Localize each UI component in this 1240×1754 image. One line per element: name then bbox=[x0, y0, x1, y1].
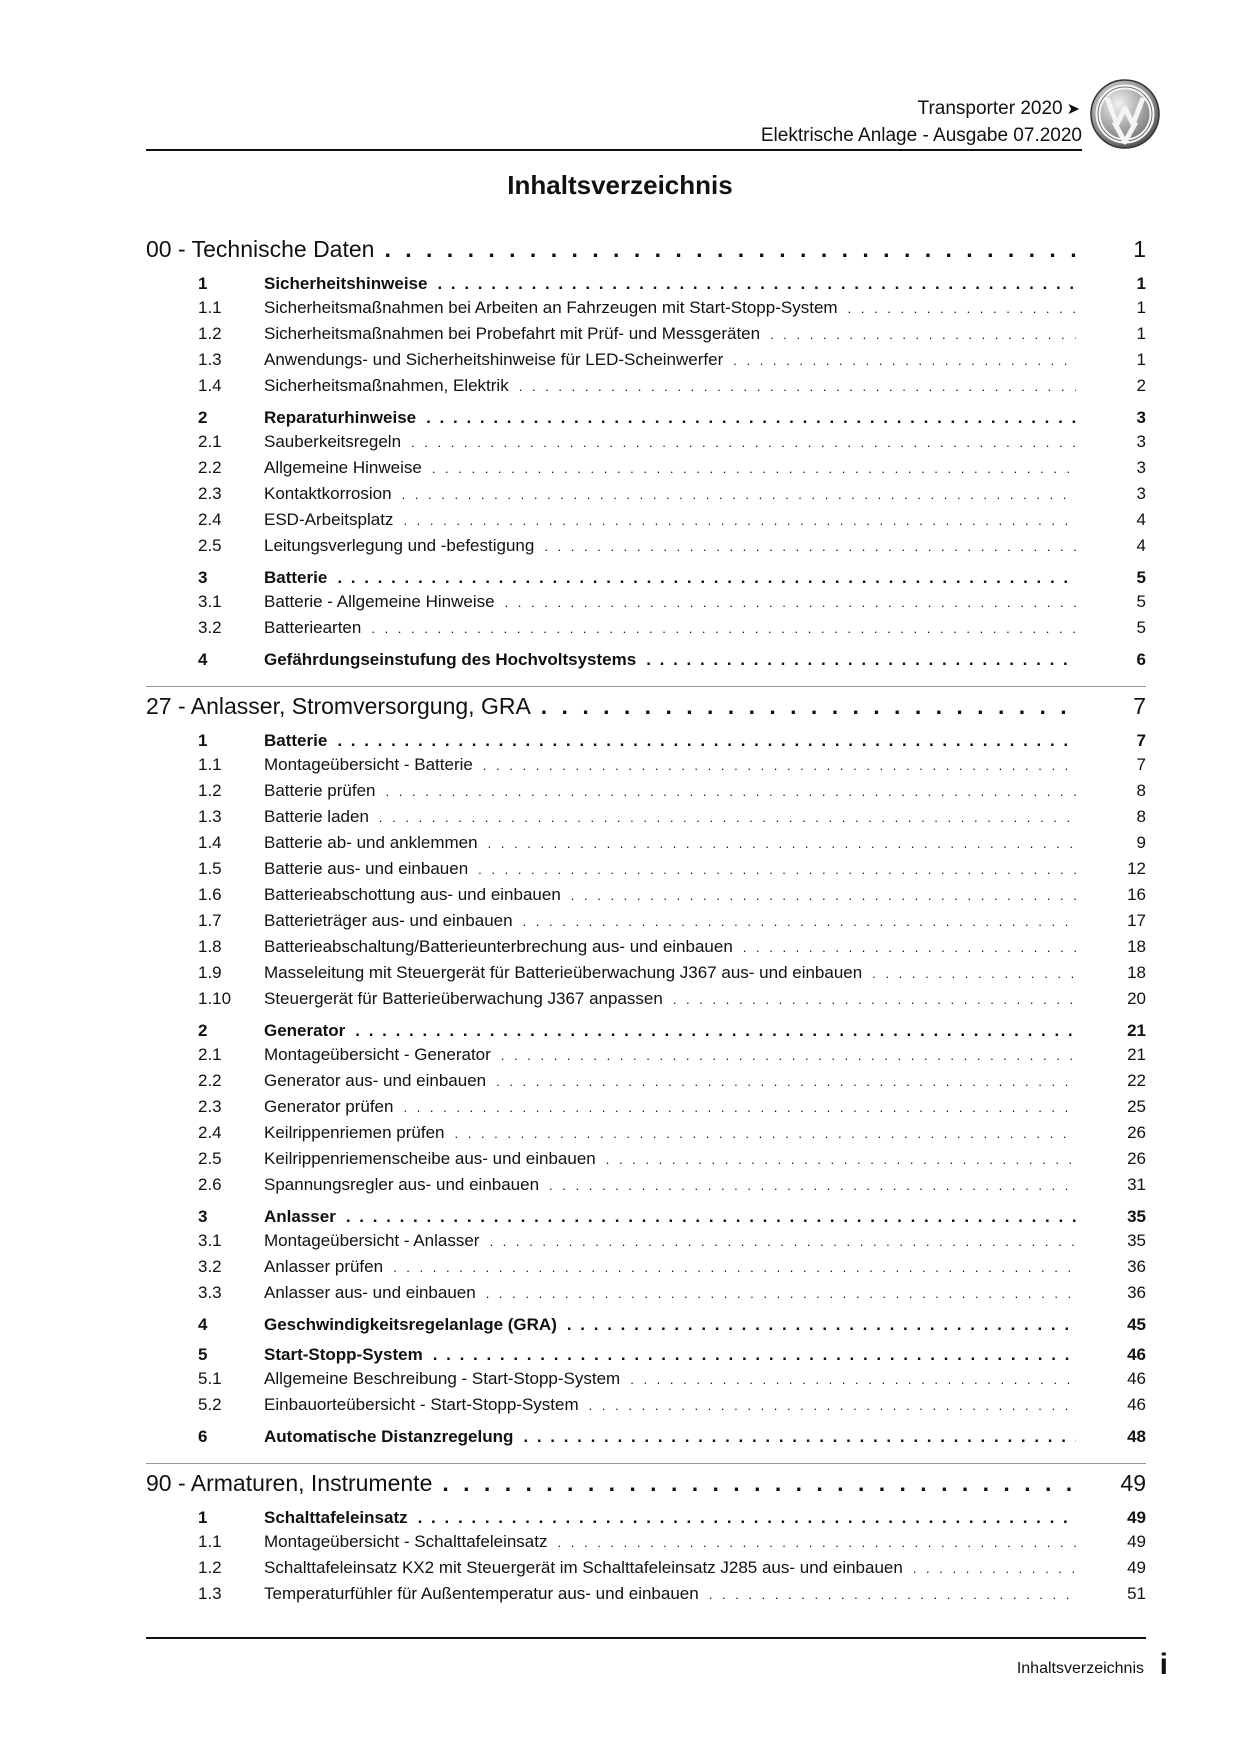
header-model-label: Transporter 2020 bbox=[917, 98, 1063, 119]
toc-sub-entry[interactable] bbox=[146, 376, 1146, 402]
toc-entry-number: 1 bbox=[198, 274, 208, 293]
toc-sub-entry[interactable] bbox=[146, 807, 1146, 833]
toc-entry-number: 2 bbox=[198, 1021, 208, 1040]
toc-entry-number: 1.3 bbox=[198, 807, 222, 826]
toc-entry-page: 31 bbox=[1076, 1175, 1146, 1195]
toc-leader-dots bbox=[426, 408, 1076, 428]
toc-entry-number: 1.7 bbox=[198, 911, 222, 930]
toc-section-entry[interactable] bbox=[146, 408, 1146, 432]
toc-sub-entry[interactable] bbox=[146, 963, 1146, 989]
toc-sub-entry[interactable] bbox=[146, 458, 1146, 484]
toc-entry-title: Generator bbox=[264, 1021, 355, 1041]
header-edition: Elektrische Anlage - Ausgabe 07.2020 bbox=[760, 125, 1082, 146]
toc-entry-page: 26 bbox=[1076, 1149, 1146, 1169]
toc-entry-title: Keilrippenriemenscheibe aus- und einbauen bbox=[264, 1149, 606, 1169]
toc-entry-page: 25 bbox=[1076, 1097, 1146, 1117]
toc-entry-title: 90 - Armaturen, Instrumente bbox=[146, 1470, 442, 1497]
toc-entry-page: 35 bbox=[1076, 1231, 1146, 1251]
toc-sub-entry[interactable] bbox=[146, 911, 1146, 937]
toc-entry-page: 17 bbox=[1076, 911, 1146, 931]
toc-leader-dots bbox=[411, 432, 1076, 452]
toc-entry-title: Montageübersicht - Anlasser bbox=[264, 1231, 489, 1251]
toc-entry-number: 1.1 bbox=[198, 755, 222, 774]
toc-leader-dots bbox=[523, 1427, 1076, 1447]
toc-section-entry[interactable] bbox=[146, 731, 1146, 755]
page-title: Inhaltsverzeichnis bbox=[507, 170, 733, 200]
toc-entry-number: 2.4 bbox=[198, 1123, 222, 1142]
toc-entry-number: 4 bbox=[198, 650, 208, 669]
toc-entry-number: 2.1 bbox=[198, 1045, 222, 1064]
toc-entry-page: 22 bbox=[1076, 1071, 1146, 1091]
footer-rule bbox=[146, 1637, 1146, 1639]
toc-leader-dots bbox=[549, 1175, 1076, 1195]
toc-entry-number: 1.3 bbox=[198, 350, 222, 369]
toc-entry-title: Montageübersicht - Batterie bbox=[264, 755, 483, 775]
toc-sub-entry[interactable] bbox=[146, 618, 1146, 644]
toc-entry-number: 1.5 bbox=[198, 859, 222, 878]
toc-entry-number: 2.2 bbox=[198, 458, 222, 477]
toc-entry-number: 5.2 bbox=[198, 1395, 222, 1414]
toc-entry-title: Masseleitung mit Steuergerät für Batterieüberwachung J367 aus- und einbauen bbox=[264, 963, 872, 983]
toc-leader-dots bbox=[872, 963, 1076, 983]
toc-leader-dots bbox=[558, 1532, 1077, 1552]
toc-entry-title: Generator aus- und einbauen bbox=[264, 1071, 496, 1091]
toc-entry-title: Generator prüfen bbox=[264, 1097, 403, 1117]
toc-entry-page: 2 bbox=[1076, 376, 1146, 396]
toc-sub-entry[interactable] bbox=[146, 755, 1146, 781]
toc-entry-number: 1.1 bbox=[198, 1532, 222, 1551]
header-model bbox=[761, 96, 1080, 123]
toc-section-entry[interactable] bbox=[146, 1508, 1146, 1532]
toc-leader-dots bbox=[501, 1045, 1076, 1065]
toc-entry-title: Allgemeine Beschreibung - Start-Stopp-System bbox=[264, 1369, 630, 1389]
toc-leader-dots bbox=[519, 376, 1076, 396]
toc-chapter-entry[interactable] bbox=[146, 236, 1146, 268]
toc-entry-number: 2 bbox=[198, 408, 208, 427]
toc-entry-number: 2.2 bbox=[198, 1071, 222, 1090]
toc-sub-entry[interactable] bbox=[146, 859, 1146, 885]
toc-entry-page: 12 bbox=[1076, 859, 1146, 879]
toc-entry-page: 1 bbox=[1076, 236, 1146, 263]
toc-sub-entry[interactable] bbox=[146, 1231, 1146, 1257]
toc-entry-page: 5 bbox=[1076, 592, 1146, 612]
toc-entry-page: 5 bbox=[1076, 618, 1146, 638]
toc-sub-entry[interactable] bbox=[146, 484, 1146, 510]
toc-entry-title: Allgemeine Hinweise bbox=[264, 458, 432, 478]
toc-entry-title: Automatische Distanzregelung bbox=[264, 1427, 523, 1447]
toc-sub-entry[interactable] bbox=[146, 1532, 1146, 1558]
toc-sub-entry[interactable] bbox=[146, 298, 1146, 324]
toc-entry-title: Batterie prüfen bbox=[264, 781, 386, 801]
toc-leader-dots bbox=[393, 1257, 1076, 1277]
toc-entry-title: ESD-Arbeitsplatz bbox=[264, 510, 403, 530]
toc-entry-page: 21 bbox=[1076, 1045, 1146, 1065]
toc-entry-title: Geschwindigkeitsregelanlage (GRA) bbox=[264, 1315, 567, 1335]
toc-entry-title: Sicherheitsmaßnahmen bei Probefahrt mit Prüf- und Messgeräten bbox=[264, 324, 770, 344]
toc-leader-dots bbox=[541, 693, 1076, 720]
toc-leader-dots bbox=[523, 911, 1076, 931]
toc-sub-entry[interactable] bbox=[146, 1283, 1146, 1309]
toc-sub-entry[interactable] bbox=[146, 989, 1146, 1015]
toc-leader-dots bbox=[913, 1558, 1076, 1578]
toc-entry-number: 3.3 bbox=[198, 1283, 222, 1302]
toc-sub-entry[interactable] bbox=[146, 432, 1146, 458]
toc-entry-page: 3 bbox=[1076, 484, 1146, 504]
toc-entry-title: Leitungsverlegung und -befestigung bbox=[264, 536, 544, 556]
toc-leader-dots bbox=[567, 1315, 1076, 1335]
toc-entry-title: Batterie - Allgemeine Hinweise bbox=[264, 592, 505, 612]
toc-entry-title: Batterie ab- und anklemmen bbox=[264, 833, 488, 853]
toc-leader-dots bbox=[489, 1231, 1076, 1251]
toc-sub-entry[interactable] bbox=[146, 937, 1146, 963]
toc-entry-number: 3.2 bbox=[198, 1257, 222, 1276]
toc-entry-page: 1 bbox=[1076, 298, 1146, 318]
toc-entry-number: 1.2 bbox=[198, 781, 222, 800]
toc-entry-page: 49 bbox=[1076, 1532, 1146, 1552]
toc-sub-entry[interactable] bbox=[146, 592, 1146, 618]
toc-sub-entry[interactable] bbox=[146, 1175, 1146, 1201]
toc-entry-page: 18 bbox=[1076, 963, 1146, 983]
toc-leader-dots bbox=[442, 1470, 1076, 1497]
toc-entry-page: 49 bbox=[1076, 1470, 1146, 1497]
toc-leader-dots bbox=[544, 536, 1076, 556]
table-of-contents bbox=[146, 236, 1146, 1610]
toc-entry-page: 4 bbox=[1076, 536, 1146, 556]
toc-entry-page: 16 bbox=[1076, 885, 1146, 905]
toc-sub-entry[interactable] bbox=[146, 1584, 1146, 1610]
toc-entry-number: 2.3 bbox=[198, 1097, 222, 1116]
toc-entry-title: Batterieträger aus- und einbauen bbox=[264, 911, 523, 931]
toc-entry-page: 18 bbox=[1076, 937, 1146, 957]
toc-section-entry[interactable] bbox=[146, 1427, 1146, 1451]
toc-entry-title: Anlasser prüfen bbox=[264, 1257, 393, 1277]
toc-leader-dots bbox=[455, 1123, 1077, 1143]
toc-entry-page: 1 bbox=[1076, 324, 1146, 344]
toc-entry-title: Montageübersicht - Generator bbox=[264, 1045, 501, 1065]
toc-entry-page: 20 bbox=[1076, 989, 1146, 1009]
toc-entry-page: 46 bbox=[1076, 1395, 1146, 1415]
toc-leader-dots bbox=[433, 1345, 1076, 1365]
toc-entry-title: Spannungsregler aus- und einbauen bbox=[264, 1175, 549, 1195]
toc-entry-title: Schalttafeleinsatz KX2 mit Steuergerät im Schalttafeleinsatz J285 aus- und einbauen bbox=[264, 1558, 913, 1578]
toc-sub-entry[interactable] bbox=[146, 350, 1146, 376]
toc-sub-entry[interactable] bbox=[146, 1071, 1146, 1097]
toc-entry-title: Batterie bbox=[264, 731, 337, 751]
toc-leader-dots bbox=[432, 458, 1076, 478]
toc-entry-title: Reparaturhinweise bbox=[264, 408, 426, 428]
toc-leader-dots bbox=[379, 807, 1076, 827]
toc-leader-dots bbox=[437, 274, 1076, 294]
toc-entry-title: Einbauorteübersicht - Start-Stopp-System bbox=[264, 1395, 589, 1415]
chapter-divider bbox=[146, 686, 1146, 687]
toc-entry-page: 46 bbox=[1076, 1369, 1146, 1389]
toc-entry-page: 46 bbox=[1076, 1345, 1146, 1365]
toc-leader-dots bbox=[709, 1584, 1076, 1604]
toc-leader-dots bbox=[346, 1207, 1076, 1227]
toc-entry-number: 1.9 bbox=[198, 963, 222, 982]
toc-entry-title: Anwendungs- und Sicherheitshinweise für LED-Scheinwerfer bbox=[264, 350, 733, 370]
toc-entry-page: 48 bbox=[1076, 1427, 1146, 1447]
toc-sub-entry[interactable] bbox=[146, 536, 1146, 562]
toc-entry-title: Sicherheitsmaßnahmen, Elektrik bbox=[264, 376, 519, 396]
toc-entry-title: Sauberkeitsregeln bbox=[264, 432, 411, 452]
toc-entry-page: 1 bbox=[1076, 350, 1146, 370]
toc-entry-number: 1.6 bbox=[198, 885, 222, 904]
toc-entry-title: Kontaktkorrosion bbox=[264, 484, 402, 504]
toc-leader-dots bbox=[486, 1283, 1076, 1303]
toc-entry-page: 49 bbox=[1076, 1558, 1146, 1578]
toc-entry-page: 8 bbox=[1076, 807, 1146, 827]
toc-leader-dots bbox=[337, 568, 1076, 588]
toc-entry-title: Steuergerät für Batterieüberwachung J367 anpassen bbox=[264, 989, 673, 1009]
toc-entry-number: 2.4 bbox=[198, 510, 222, 529]
toc-entry-number: 1.8 bbox=[198, 937, 222, 956]
toc-entry-page: 3 bbox=[1076, 408, 1146, 428]
toc-entry-page: 3 bbox=[1076, 458, 1146, 478]
toc-section-entry[interactable] bbox=[146, 1207, 1146, 1231]
toc-section-entry[interactable] bbox=[146, 1315, 1146, 1339]
toc-entry-number: 3.2 bbox=[198, 618, 222, 637]
toc-entry-number: 2.5 bbox=[198, 536, 222, 555]
toc-leader-dots bbox=[403, 1097, 1076, 1117]
toc-entry-number: 5 bbox=[198, 1345, 208, 1364]
toc-leader-dots bbox=[488, 833, 1076, 853]
toc-entry-title: Sicherheitshinweise bbox=[264, 274, 437, 294]
toc-leader-dots bbox=[386, 781, 1076, 801]
toc-entry-number: 3.1 bbox=[198, 1231, 222, 1250]
toc-leader-dots bbox=[770, 324, 1076, 344]
toc-leader-dots bbox=[571, 885, 1076, 905]
toc-section-entry[interactable] bbox=[146, 568, 1146, 592]
toc-entry-page: 8 bbox=[1076, 781, 1146, 801]
toc-sub-entry[interactable] bbox=[146, 1123, 1146, 1149]
toc-leader-dots bbox=[355, 1021, 1076, 1041]
toc-entry-number: 1 bbox=[198, 731, 208, 750]
toc-leader-dots bbox=[673, 989, 1076, 1009]
toc-sub-entry[interactable] bbox=[146, 1149, 1146, 1175]
toc-leader-dots bbox=[733, 350, 1076, 370]
toc-entry-title: Start-Stopp-System bbox=[264, 1345, 433, 1365]
toc-leader-dots bbox=[483, 755, 1076, 775]
toc-leader-dots bbox=[743, 937, 1076, 957]
toc-leader-dots bbox=[478, 859, 1076, 879]
toc-entry-number: 2.3 bbox=[198, 484, 222, 503]
toc-leader-dots bbox=[589, 1395, 1076, 1415]
toc-entry-page: 7 bbox=[1076, 693, 1146, 720]
toc-leader-dots bbox=[606, 1149, 1076, 1169]
toc-entry-number: 1.4 bbox=[198, 376, 222, 395]
toc-entry-title: 00 - Technische Daten bbox=[146, 236, 384, 263]
toc-sub-entry[interactable] bbox=[146, 885, 1146, 911]
header-rule bbox=[146, 149, 1082, 151]
toc-entry-number: 1.2 bbox=[198, 1558, 222, 1577]
toc-entry-number: 2.6 bbox=[198, 1175, 222, 1194]
toc-leader-dots bbox=[384, 236, 1076, 263]
toc-entry-page: 21 bbox=[1076, 1021, 1146, 1041]
toc-sub-entry[interactable] bbox=[146, 833, 1146, 859]
footer-page-number: i bbox=[1159, 1648, 1168, 1681]
toc-entry-title: Montageübersicht - Schalttafeleinsatz bbox=[264, 1532, 558, 1552]
toc-entry-page: 6 bbox=[1076, 650, 1146, 670]
toc-leader-dots bbox=[630, 1369, 1076, 1389]
toc-entry-number: 4 bbox=[198, 1315, 208, 1334]
toc-leader-dots bbox=[848, 298, 1076, 318]
toc-chapter-entry[interactable] bbox=[146, 693, 1146, 725]
toc-section-entry[interactable] bbox=[146, 1021, 1146, 1045]
toc-entry-page: 3 bbox=[1076, 432, 1146, 452]
toc-entry-title: Batteriearten bbox=[264, 618, 371, 638]
toc-entry-page: 26 bbox=[1076, 1123, 1146, 1143]
header-text bbox=[761, 96, 1082, 149]
toc-entry-page: 4 bbox=[1076, 510, 1146, 530]
toc-sub-entry[interactable] bbox=[146, 1395, 1146, 1421]
toc-entry-title: Temperaturfühler für Außentemperatur aus- und einbauen bbox=[264, 1584, 709, 1604]
toc-entry-number: 5.1 bbox=[198, 1369, 222, 1388]
toc-sub-entry[interactable] bbox=[146, 324, 1146, 350]
toc-entry-number: 1.1 bbox=[198, 298, 222, 317]
toc-sub-entry[interactable] bbox=[146, 1558, 1146, 1584]
toc-sub-entry[interactable] bbox=[146, 1369, 1146, 1395]
toc-entry-number: 2.1 bbox=[198, 432, 222, 451]
toc-section-entry[interactable] bbox=[146, 650, 1146, 674]
toc-leader-dots bbox=[418, 1508, 1076, 1528]
toc-section-entry[interactable] bbox=[146, 274, 1146, 298]
toc-entry-title: 27 - Anlasser, Stromversorgung, GRA bbox=[146, 693, 541, 720]
toc-entry-page: 49 bbox=[1076, 1508, 1146, 1528]
toc-entry-number: 3 bbox=[198, 568, 208, 587]
toc-entry-page: 7 bbox=[1076, 755, 1146, 775]
toc-sub-entry[interactable] bbox=[146, 781, 1146, 807]
toc-entry-title: Anlasser bbox=[264, 1207, 346, 1227]
toc-entry-number: 3 bbox=[198, 1207, 208, 1226]
toc-sub-entry[interactable] bbox=[146, 1097, 1146, 1123]
toc-entry-title: Sicherheitsmaßnahmen bei Arbeiten an Fahrzeugen mit Start-Stopp-System bbox=[264, 298, 848, 318]
toc-entry-title: Batterieabschaltung/Batterieunterbrechung aus- und einbauen bbox=[264, 937, 743, 957]
toc-entry-title: Keilrippenriemen prüfen bbox=[264, 1123, 455, 1143]
toc-sub-entry[interactable] bbox=[146, 1045, 1146, 1071]
toc-entry-title: Batterieabschottung aus- und einbauen bbox=[264, 885, 571, 905]
toc-entry-page: 45 bbox=[1076, 1315, 1146, 1335]
toc-entry-number: 1.3 bbox=[198, 1584, 222, 1603]
toc-entry-number: 1 bbox=[198, 1508, 208, 1527]
vw-logo-icon bbox=[1089, 78, 1161, 150]
toc-entry-page: 5 bbox=[1076, 568, 1146, 588]
footer-title: Inhaltsverzeichnis bbox=[1016, 1660, 1144, 1677]
toc-entry-title: Batterie laden bbox=[264, 807, 379, 827]
toc-entry-number: 3.1 bbox=[198, 592, 222, 611]
toc-entry-title: Schalttafeleinsatz bbox=[264, 1508, 418, 1528]
toc-leader-dots bbox=[496, 1071, 1076, 1091]
toc-entry-title: Batterie bbox=[264, 568, 337, 588]
toc-entry-page: 36 bbox=[1076, 1257, 1146, 1277]
toc-entry-page: 9 bbox=[1076, 833, 1146, 853]
toc-entry-page: 7 bbox=[1076, 731, 1146, 751]
toc-leader-dots bbox=[402, 484, 1076, 504]
chapter-divider bbox=[146, 1463, 1146, 1464]
arrow-icon: ➤ bbox=[1066, 101, 1080, 118]
toc-entry-number: 2.5 bbox=[198, 1149, 222, 1168]
toc-entry-page: 36 bbox=[1076, 1283, 1146, 1303]
toc-leader-dots bbox=[403, 510, 1076, 530]
toc-entry-number: 1.2 bbox=[198, 324, 222, 343]
toc-entry-number: 1.10 bbox=[198, 989, 232, 1008]
toc-leader-dots bbox=[505, 592, 1076, 612]
toc-entry-page: 51 bbox=[1076, 1584, 1146, 1604]
toc-leader-dots bbox=[337, 731, 1076, 751]
toc-entry-number: 1.4 bbox=[198, 833, 222, 852]
toc-entry-number: 6 bbox=[198, 1427, 208, 1446]
toc-entry-title: Anlasser aus- und einbauen bbox=[264, 1283, 486, 1303]
toc-entry-page: 1 bbox=[1076, 274, 1146, 294]
toc-sub-entry[interactable] bbox=[146, 510, 1146, 536]
toc-entry-page: 35 bbox=[1076, 1207, 1146, 1227]
toc-entry-title: Gefährdungseinstufung des Hochvoltsystems bbox=[264, 650, 646, 670]
toc-entry-title: Batterie aus- und einbauen bbox=[264, 859, 478, 879]
toc-chapter-entry[interactable] bbox=[146, 1470, 1146, 1502]
toc-section-entry[interactable] bbox=[146, 1345, 1146, 1369]
toc-leader-dots bbox=[371, 618, 1076, 638]
toc-leader-dots bbox=[646, 650, 1076, 670]
toc-sub-entry[interactable] bbox=[146, 1257, 1146, 1283]
